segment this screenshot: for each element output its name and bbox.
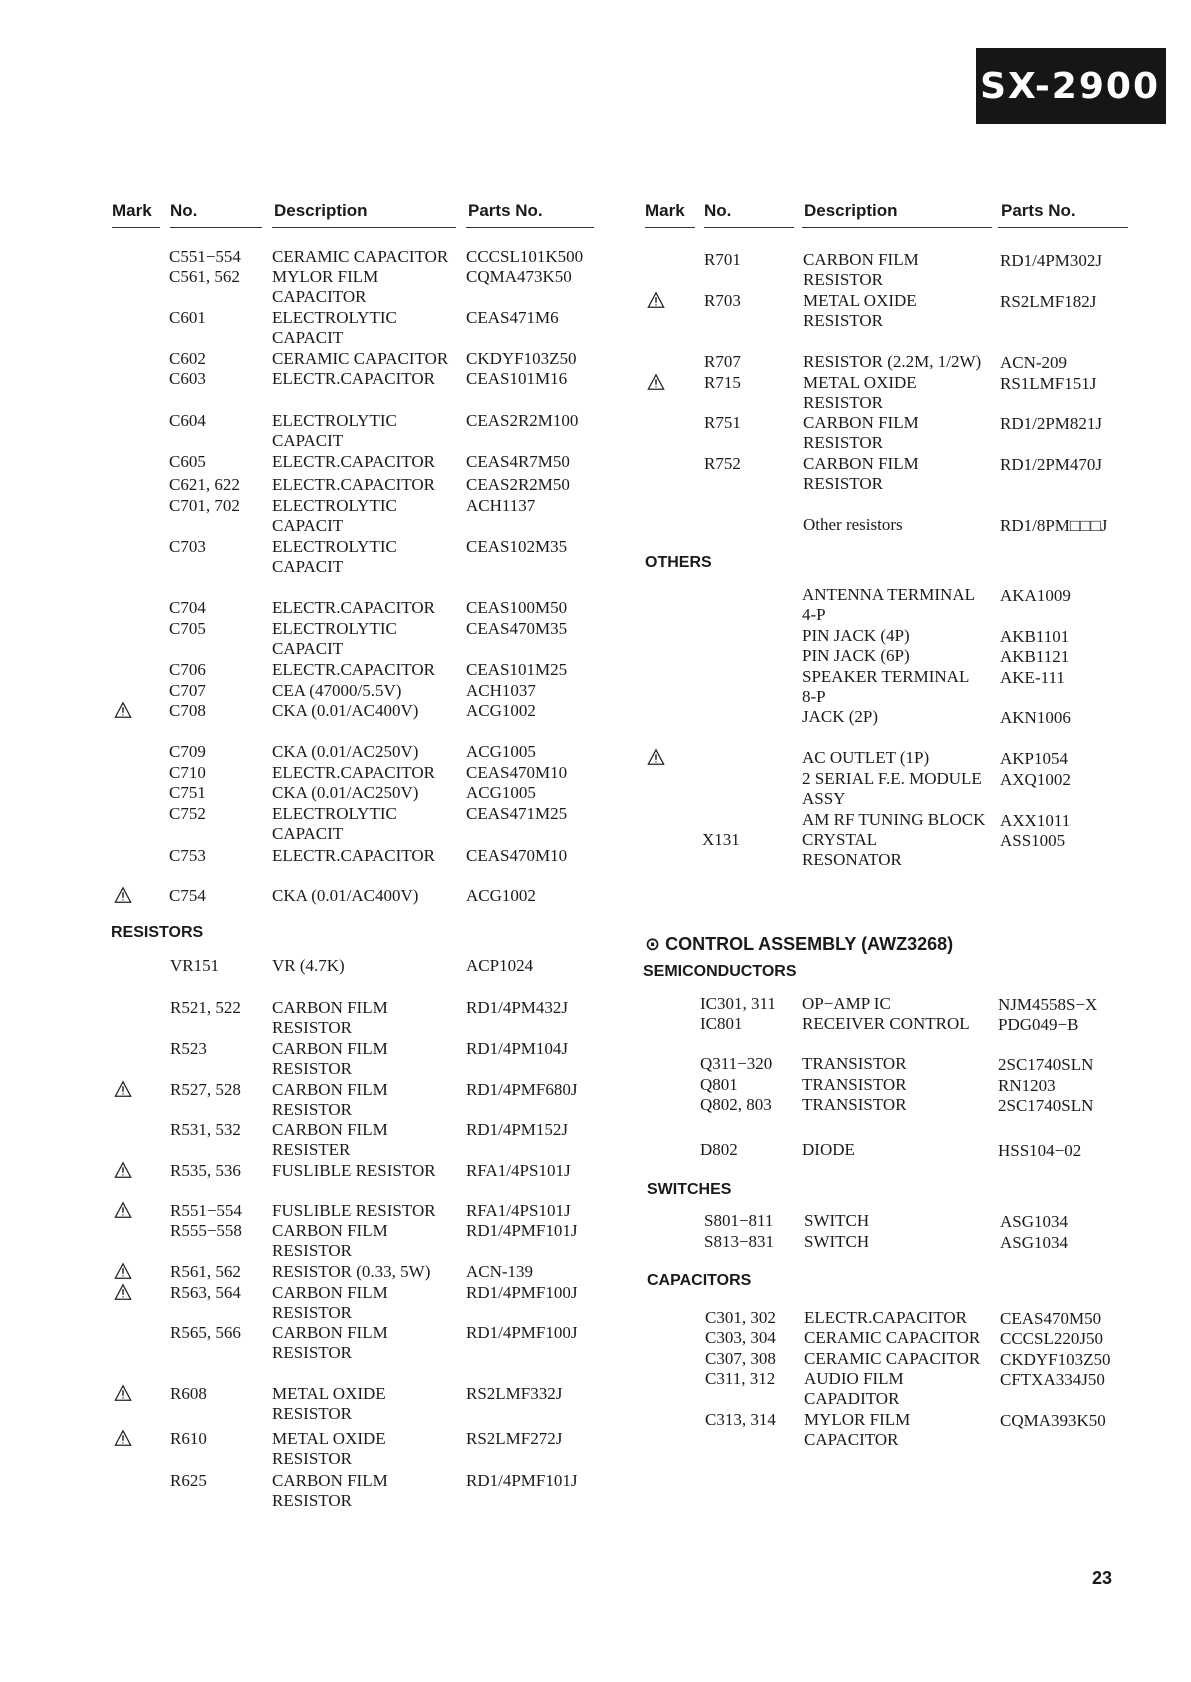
part-description: ELECTROLYTIC bbox=[272, 537, 397, 556]
part-description: CARBON FILM bbox=[803, 250, 919, 269]
parts-no: ASG1034 bbox=[1000, 1233, 1069, 1252]
safety-warning-icon bbox=[114, 1283, 132, 1301]
safety-warning-icon bbox=[114, 1262, 132, 1280]
parts-no: RD1/2PM470J bbox=[1000, 455, 1103, 474]
part-description: ASSY bbox=[802, 789, 846, 808]
part-description: RESISTOR bbox=[272, 1018, 352, 1037]
part-description: RESISTOR bbox=[272, 1241, 352, 1260]
part-number-ref: R563, 564 bbox=[170, 1283, 241, 1302]
parts-no: AXX1011 bbox=[1000, 811, 1071, 830]
part-description: RESISTOR (2.2M, 1/2W) bbox=[803, 352, 982, 371]
part-number-ref: C704 bbox=[169, 598, 206, 617]
part-description: RESISTOR bbox=[803, 311, 883, 330]
part-description: CKA (0.01/AC250V) bbox=[272, 783, 419, 802]
parts-no: ACG1005 bbox=[466, 783, 536, 802]
parts-no: RD1/8PM□□□J bbox=[1000, 516, 1108, 535]
part-description: ELECTROLYTIC bbox=[272, 804, 397, 823]
part-description: RESISTER bbox=[272, 1140, 351, 1159]
part-description: JACK (2P) bbox=[802, 707, 879, 726]
part-description: OP−AMP IC bbox=[802, 994, 891, 1013]
safety-warning-icon bbox=[647, 291, 665, 309]
part-number-ref: R610 bbox=[170, 1429, 207, 1448]
parts-no: RD1/4PM152J bbox=[466, 1120, 569, 1139]
parts-no: CEAS470M50 bbox=[1000, 1309, 1102, 1328]
part-description: CAPACIT bbox=[272, 516, 344, 535]
part-description: ELECTR.CAPACITOR bbox=[272, 369, 435, 388]
part-number-ref: C311, 312 bbox=[705, 1369, 776, 1388]
part-description: CAPACITOR bbox=[272, 287, 367, 306]
parts-no: RD1/4PM302J bbox=[1000, 251, 1103, 270]
parts-no: ACN-209 bbox=[1000, 353, 1068, 372]
part-number-ref: IC301, 311 bbox=[700, 994, 776, 1013]
part-description: ELECTROLYTIC bbox=[272, 411, 397, 430]
safety-warning-icon bbox=[114, 1429, 132, 1447]
header-mark: Mark bbox=[112, 201, 152, 220]
parts-no: ACH1137 bbox=[466, 496, 536, 515]
part-description: CAPACIT bbox=[272, 431, 344, 450]
part-number-ref: C313, 314 bbox=[705, 1410, 776, 1429]
parts-no: CCCSL101K500 bbox=[466, 247, 584, 266]
part-number-ref: C754 bbox=[169, 886, 206, 905]
safety-warning-icon bbox=[114, 886, 132, 904]
part-number-ref: R523 bbox=[170, 1039, 207, 1058]
part-number-ref: C710 bbox=[169, 763, 206, 782]
part-description: CERAMIC CAPACITOR bbox=[804, 1349, 981, 1368]
part-number-ref: R535, 536 bbox=[170, 1161, 241, 1180]
part-description: RESISTOR bbox=[272, 1059, 352, 1078]
parts-no: CQMA473K50 bbox=[466, 267, 572, 286]
part-number-ref: C752 bbox=[169, 804, 206, 823]
part-number-ref: C604 bbox=[169, 411, 206, 430]
parts-no: CCCSL220J50 bbox=[1000, 1329, 1103, 1348]
part-number-ref: C605 bbox=[169, 452, 206, 471]
safety-warning-icon bbox=[647, 748, 665, 766]
part-description: ELECTR.CAPACITOR bbox=[272, 660, 435, 679]
part-description: ELECTROLYTIC bbox=[272, 496, 397, 515]
header-parts-no: Parts No. bbox=[468, 201, 543, 220]
header-rule bbox=[272, 227, 456, 228]
parts-no: CEAS470M10 bbox=[466, 846, 568, 865]
part-description: METAL OXIDE bbox=[272, 1384, 386, 1403]
part-description: DIODE bbox=[802, 1140, 855, 1159]
part-description: AUDIO FILM bbox=[804, 1369, 904, 1388]
part-description: RESISTOR bbox=[803, 270, 883, 289]
part-number-ref: Q802, 803 bbox=[700, 1095, 772, 1114]
parts-no: 2SC1740SLN bbox=[998, 1055, 1094, 1074]
part-description: CAPACIT bbox=[272, 557, 344, 576]
parts-no: HSS104−02 bbox=[998, 1141, 1082, 1160]
parts-no: RD1/4PMF680J bbox=[466, 1080, 578, 1099]
parts-no: CFTXA334J50 bbox=[1000, 1370, 1105, 1389]
part-description: CARBON FILM bbox=[803, 413, 919, 432]
parts-no: RS2LMF332J bbox=[466, 1384, 563, 1403]
parts-no: AKB1121 bbox=[1000, 647, 1070, 666]
safety-warning-icon bbox=[114, 1161, 132, 1179]
header-rule bbox=[466, 227, 594, 228]
part-description: RESISTOR bbox=[803, 433, 883, 452]
part-description: RESISTOR bbox=[272, 1100, 352, 1119]
part-description: ELECTR.CAPACITOR bbox=[272, 598, 435, 617]
part-description: RESISTOR bbox=[803, 474, 883, 493]
parts-no: RD1/4PM432J bbox=[466, 998, 569, 1017]
parts-no: RS1LMF151J bbox=[1000, 374, 1097, 393]
part-description: CARBON FILM bbox=[272, 1120, 388, 1139]
parts-no: RD1/4PMF101J bbox=[466, 1471, 578, 1490]
header-rule bbox=[704, 227, 794, 228]
part-description: CAPACIT bbox=[272, 639, 344, 658]
parts-no: CEAS471M25 bbox=[466, 804, 568, 823]
part-number-ref: R715 bbox=[704, 373, 741, 392]
part-number-ref: R608 bbox=[170, 1384, 207, 1403]
part-number-ref: Q801 bbox=[700, 1075, 738, 1094]
part-description: 2 SERIAL F.E. MODULE bbox=[802, 769, 982, 788]
part-description: TRANSISTOR bbox=[802, 1095, 907, 1114]
header-rule bbox=[998, 227, 1128, 228]
parts-no: RN1203 bbox=[998, 1076, 1056, 1095]
parts-no: CEAS471M6 bbox=[466, 308, 559, 327]
parts-no: RD1/2PM821J bbox=[1000, 414, 1103, 433]
part-number-ref: C705 bbox=[169, 619, 206, 638]
part-description: CARBON FILM bbox=[272, 1471, 388, 1490]
parts-no: ACG1002 bbox=[466, 886, 536, 905]
part-number-ref: C303, 304 bbox=[705, 1328, 776, 1347]
parts-no: ACG1005 bbox=[466, 742, 536, 761]
part-number-ref: R707 bbox=[704, 352, 741, 371]
parts-no: CKDYF103Z50 bbox=[466, 349, 577, 368]
header-rule bbox=[802, 227, 992, 228]
part-description: RESISTOR bbox=[272, 1491, 352, 1510]
parts-no: PDG049−B bbox=[998, 1015, 1079, 1034]
part-description: VR (4.7K) bbox=[272, 956, 345, 975]
part-number-ref: R551−554 bbox=[170, 1201, 242, 1220]
part-number-ref: C701, 702 bbox=[169, 496, 240, 515]
part-number-ref: C561, 562 bbox=[169, 267, 240, 286]
part-description: CERAMIC CAPACITOR bbox=[804, 1328, 981, 1347]
safety-warning-icon bbox=[114, 1201, 132, 1219]
part-number-ref: C708 bbox=[169, 701, 206, 720]
part-description: CARBON FILM bbox=[803, 454, 919, 473]
part-number-ref: C621, 622 bbox=[169, 475, 240, 494]
part-description: CARBON FILM bbox=[272, 1283, 388, 1302]
section-semiconductors: SEMICONDUCTORS bbox=[643, 963, 797, 980]
parts-no: RS2LMF182J bbox=[1000, 292, 1097, 311]
part-number-ref: R531, 532 bbox=[170, 1120, 241, 1139]
safety-warning-icon bbox=[114, 1080, 132, 1098]
section-switches: SWITCHES bbox=[647, 1181, 732, 1198]
part-description: ELECTR.CAPACITOR bbox=[272, 846, 435, 865]
part-number-ref: Q311−320 bbox=[700, 1054, 773, 1073]
parts-no: AKE-111 bbox=[1000, 668, 1065, 687]
part-description: AM RF TUNING BLOCK bbox=[802, 810, 986, 829]
part-number-ref: X131 bbox=[702, 830, 740, 849]
part-description: CKA (0.01/AC400V) bbox=[272, 701, 419, 720]
part-description: CEA (47000/5.5V) bbox=[272, 681, 402, 700]
part-description: ANTENNA TERMINAL bbox=[802, 585, 975, 604]
part-description: MYLOR FILM bbox=[804, 1410, 911, 1429]
parts-no: RD1/4PM104J bbox=[466, 1039, 569, 1058]
part-description: RESISTOR (0.33, 5W) bbox=[272, 1262, 431, 1281]
part-description: CARBON FILM bbox=[272, 1039, 388, 1058]
part-description: RESISTOR bbox=[272, 1449, 352, 1468]
part-description: RESISTOR bbox=[803, 393, 883, 412]
part-description: CRYSTAL bbox=[802, 830, 878, 849]
parts-no: CQMA393K50 bbox=[1000, 1411, 1106, 1430]
part-number-ref: R521, 522 bbox=[170, 998, 241, 1017]
parts-no: AKB1101 bbox=[1000, 627, 1070, 646]
part-description: CARBON FILM bbox=[272, 998, 388, 1017]
parts-no: RFA1/4PS101J bbox=[466, 1161, 571, 1180]
part-number-ref: C707 bbox=[169, 681, 206, 700]
part-description: CKA (0.01/AC250V) bbox=[272, 742, 419, 761]
section-capacitors: CAPACITORS bbox=[647, 1272, 752, 1289]
part-number-ref: R701 bbox=[704, 250, 741, 269]
part-description: CAPACIT bbox=[272, 328, 344, 347]
parts-no: AKP1054 bbox=[1000, 749, 1069, 768]
part-number-ref: S813−831 bbox=[704, 1232, 775, 1251]
part-description: AC OUTLET (1P) bbox=[802, 748, 930, 767]
part-description: CARBON FILM bbox=[272, 1221, 388, 1240]
part-number-ref: C551−554 bbox=[169, 247, 241, 266]
part-number-ref: C307, 308 bbox=[705, 1349, 776, 1368]
part-description: ELECTR.CAPACITOR bbox=[272, 452, 435, 471]
parts-no: RD1/4PMF100J bbox=[466, 1283, 578, 1302]
part-number-ref: C602 bbox=[169, 349, 206, 368]
part-number-ref: C706 bbox=[169, 660, 206, 679]
part-description: RECEIVER CONTROL bbox=[802, 1014, 970, 1033]
part-description: RESONATOR bbox=[802, 850, 902, 869]
part-description: ELECTR.CAPACITOR bbox=[272, 475, 435, 494]
part-description: ELECTROLYTIC bbox=[272, 619, 397, 638]
header-description: Description bbox=[274, 201, 368, 220]
part-description: ELECTR.CAPACITOR bbox=[272, 763, 435, 782]
model-badge: SX-2900 bbox=[976, 48, 1166, 124]
part-description: ELECTR.CAPACITOR bbox=[804, 1308, 967, 1327]
part-description: PIN JACK (6P) bbox=[802, 646, 910, 665]
part-description: FUSLIBLE RESISTOR bbox=[272, 1201, 436, 1220]
part-number-ref: C301, 302 bbox=[705, 1308, 776, 1327]
parts-no: AKN1006 bbox=[1000, 708, 1071, 727]
part-number-ref: R625 bbox=[170, 1471, 207, 1490]
part-description: SWITCH bbox=[804, 1211, 870, 1230]
part-description: SWITCH bbox=[804, 1232, 870, 1251]
part-description: CARBON FILM bbox=[272, 1080, 388, 1099]
part-description: CKA (0.01/AC400V) bbox=[272, 886, 419, 905]
header-rule bbox=[170, 227, 262, 228]
safety-warning-icon bbox=[114, 701, 132, 719]
parts-no: 2SC1740SLN bbox=[998, 1096, 1094, 1115]
part-description: CARBON FILM bbox=[272, 1323, 388, 1342]
part-description: 4-P bbox=[802, 605, 826, 624]
part-description: CERAMIC CAPACITOR bbox=[272, 349, 449, 368]
parts-no: NJM4558S−X bbox=[998, 995, 1098, 1014]
part-number-ref: C753 bbox=[169, 846, 206, 865]
part-number-ref: VR151 bbox=[170, 956, 220, 975]
parts-no: AXQ1002 bbox=[1000, 770, 1071, 789]
part-number-ref: R565, 566 bbox=[170, 1323, 241, 1342]
parts-no: CEAS102M35 bbox=[466, 537, 568, 556]
section-resistors: RESISTORS bbox=[111, 924, 204, 941]
parts-no: RD1/4PMF101J bbox=[466, 1221, 578, 1240]
parts-no: CEAS470M35 bbox=[466, 619, 568, 638]
header-parts-no: Parts No. bbox=[1001, 201, 1076, 220]
part-description: 8-P bbox=[802, 687, 826, 706]
parts-no: ACN-139 bbox=[466, 1262, 534, 1281]
part-description: TRANSISTOR bbox=[802, 1075, 907, 1094]
part-number-ref: D802 bbox=[700, 1140, 738, 1159]
parts-no: ACP1024 bbox=[466, 956, 534, 975]
part-number-ref: C703 bbox=[169, 537, 206, 556]
section-control-assembly: ⊙ CONTROL ASSEMBLY (AWZ3268) bbox=[645, 934, 954, 954]
part-description: METAL OXIDE bbox=[803, 291, 917, 310]
parts-no: ASS1005 bbox=[1000, 831, 1066, 850]
part-description: Other resistors bbox=[803, 515, 903, 534]
parts-no: AKA1009 bbox=[1000, 586, 1071, 605]
header-mark: Mark bbox=[645, 201, 685, 220]
header-description: Description bbox=[804, 201, 898, 220]
part-number-ref: C603 bbox=[169, 369, 206, 388]
part-description: MYLOR FILM bbox=[272, 267, 379, 286]
part-number-ref: C601 bbox=[169, 308, 206, 327]
part-description: CERAMIC CAPACITOR bbox=[272, 247, 449, 266]
part-number-ref: R555−558 bbox=[170, 1221, 242, 1240]
header-no: No. bbox=[704, 201, 732, 220]
part-number-ref: S801−811 bbox=[704, 1211, 774, 1230]
part-description: RESISTOR bbox=[272, 1303, 352, 1322]
parts-no: CEAS101M25 bbox=[466, 660, 568, 679]
parts-no: CEAS2R2M100 bbox=[466, 411, 579, 430]
parts-no: RS2LMF272J bbox=[466, 1429, 563, 1448]
part-description: FUSLIBLE RESISTOR bbox=[272, 1161, 436, 1180]
part-description: CAPADITOR bbox=[804, 1389, 900, 1408]
parts-no: ACH1037 bbox=[466, 681, 536, 700]
part-description: PIN JACK (4P) bbox=[802, 626, 910, 645]
part-number-ref: R703 bbox=[704, 291, 741, 310]
part-description: SPEAKER TERMINAL bbox=[802, 667, 970, 686]
part-description: RESISTOR bbox=[272, 1404, 352, 1423]
part-description: ELECTROLYTIC bbox=[272, 308, 397, 327]
section-others: OTHERS bbox=[645, 554, 712, 571]
part-description: CAPACITOR bbox=[804, 1430, 899, 1449]
safety-warning-icon bbox=[114, 1384, 132, 1402]
page-number: 23 bbox=[1092, 1568, 1113, 1588]
part-number-ref: R752 bbox=[704, 454, 741, 473]
part-description: METAL OXIDE bbox=[803, 373, 917, 392]
parts-no: CEAS101M16 bbox=[466, 369, 568, 388]
part-number-ref: C709 bbox=[169, 742, 206, 761]
parts-no: RFA1/4PS101J bbox=[466, 1201, 571, 1220]
part-description: RESISTOR bbox=[272, 1343, 352, 1362]
parts-no: CEAS4R7M50 bbox=[466, 452, 570, 471]
parts-no: CKDYF103Z50 bbox=[1000, 1350, 1111, 1369]
part-description: TRANSISTOR bbox=[802, 1054, 907, 1073]
part-number-ref: R561, 562 bbox=[170, 1262, 241, 1281]
header-rule bbox=[645, 227, 695, 228]
part-description: CAPACIT bbox=[272, 824, 344, 843]
parts-no: CEAS470M10 bbox=[466, 763, 568, 782]
parts-no: RD1/4PMF100J bbox=[466, 1323, 578, 1342]
part-number-ref: IC801 bbox=[700, 1014, 743, 1033]
parts-no: CEAS100M50 bbox=[466, 598, 568, 617]
part-number-ref: R527, 528 bbox=[170, 1080, 241, 1099]
header-rule bbox=[112, 227, 160, 228]
safety-warning-icon bbox=[647, 373, 665, 391]
parts-no: ASG1034 bbox=[1000, 1212, 1069, 1231]
part-description: METAL OXIDE bbox=[272, 1429, 386, 1448]
header-no: No. bbox=[170, 201, 198, 220]
part-number-ref: R751 bbox=[704, 413, 741, 432]
parts-no: ACG1002 bbox=[466, 701, 536, 720]
part-number-ref: C751 bbox=[169, 783, 206, 802]
parts-no: CEAS2R2M50 bbox=[466, 475, 570, 494]
